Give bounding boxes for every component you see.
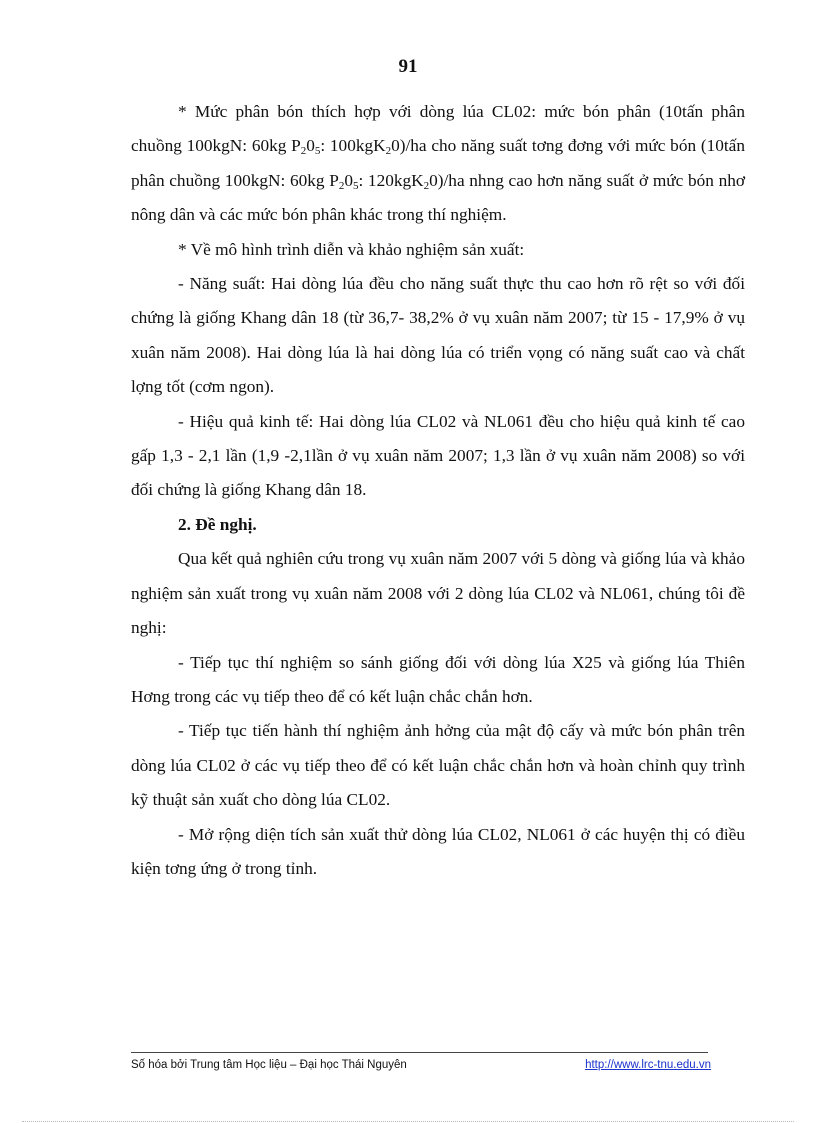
paragraph-yield: - Năng suất: Hai dòng lúa đều cho năng suất thực thu cao hơn rõ rệt so với đối chứng là giống Khang dân 18 (từ 36,7- 38,2% ở vụ xuân năm 2007; từ 15 - 17,9% ở vụ xuân năm 2008). Hai dòng lúa là hai dòng lúa có triển vọng có năng suất cao và chất lợng tốt (cơm ngon). (131, 274, 745, 397)
footer-credit: Số hóa bởi Trung tâm Học liệu – Đại học Thái Nguyên (131, 1059, 407, 1071)
paragraph-recommendation-2: - Tiếp tục tiến hành thí nghiệm ảnh hởng của mật độ cấy và mức bón phân trên dòng lúa CL02 ở các vụ tiếp theo để có kết luận chắc chắn hơn và hoàn chỉnh quy trình kỹ thuật sản xuất cho dòng lúa CL02. (131, 721, 745, 810)
section-heading-recommendations: 2. Đề nghị. (178, 514, 257, 534)
paragraph-recommendation-intro: Qua kết quả nghiên cứu trong vụ xuân năm 2007 với 5 dòng và giống lúa và khảo nghiệm sản xuất trong vụ xuân năm 2008 với 2 dòng lúa CL02 và NL061, chúng tôi đề nghị: (131, 549, 745, 638)
footer-divider (131, 1052, 708, 1053)
paragraph-economic-efficiency: - Hiệu quả kinh tế: Hai dòng lúa CL02 và NL061 đều cho hiệu quả kinh tế cao gấp 1,3 - 2,1 lần (1,9 -2,1lần ở vụ xuân năm 2007; 1,3 lần ở vụ xuân năm 2008) so với đối chứng là giống Khang dân 18. (131, 411, 745, 500)
paragraph-fertilizer-conclusion: * Mức phân bón thích hợp với dòng lúa CL02: mức bón phân (10tấn phân chuồng 100kgN: 60kg $P_20_5$: 100kgK$_2$0)/ha cho năng suất tơng đơng với mức bón (10tấn phân chuồng 100kgN: 60kg $P_20_5$: 120kgK$_2$0)/ha nhng cao hơn năng suất ở mức bón nhơ nông dân và các mức bón phân khác trong thí nghiệm. (131, 102, 745, 225)
page-edge-dotted-line (22, 1121, 794, 1122)
paragraph-recommendation-1: - Tiếp tục thí nghiệm so sánh giống đối với dòng lúa X25 và giống lúa Thiên Hơng trong các vụ tiếp theo để có kết luận chắc chắn hơn. (131, 652, 745, 706)
body-text (131, 95, 745, 886)
footer-link[interactable]: http://www.lrc-tnu.edu.vn (585, 1059, 711, 1071)
paragraph-demo-model: * Về mô hình trình diễn và khảo nghiệm sản xuất: (178, 239, 525, 259)
page-number: 91 (398, 56, 418, 77)
paragraph-recommendation-3: - Mở rộng diện tích sản xuất thử dòng lúa CL02, NL061 ở các huyện thị có điều kiện tơng ứng ở trong tỉnh. (131, 824, 745, 878)
